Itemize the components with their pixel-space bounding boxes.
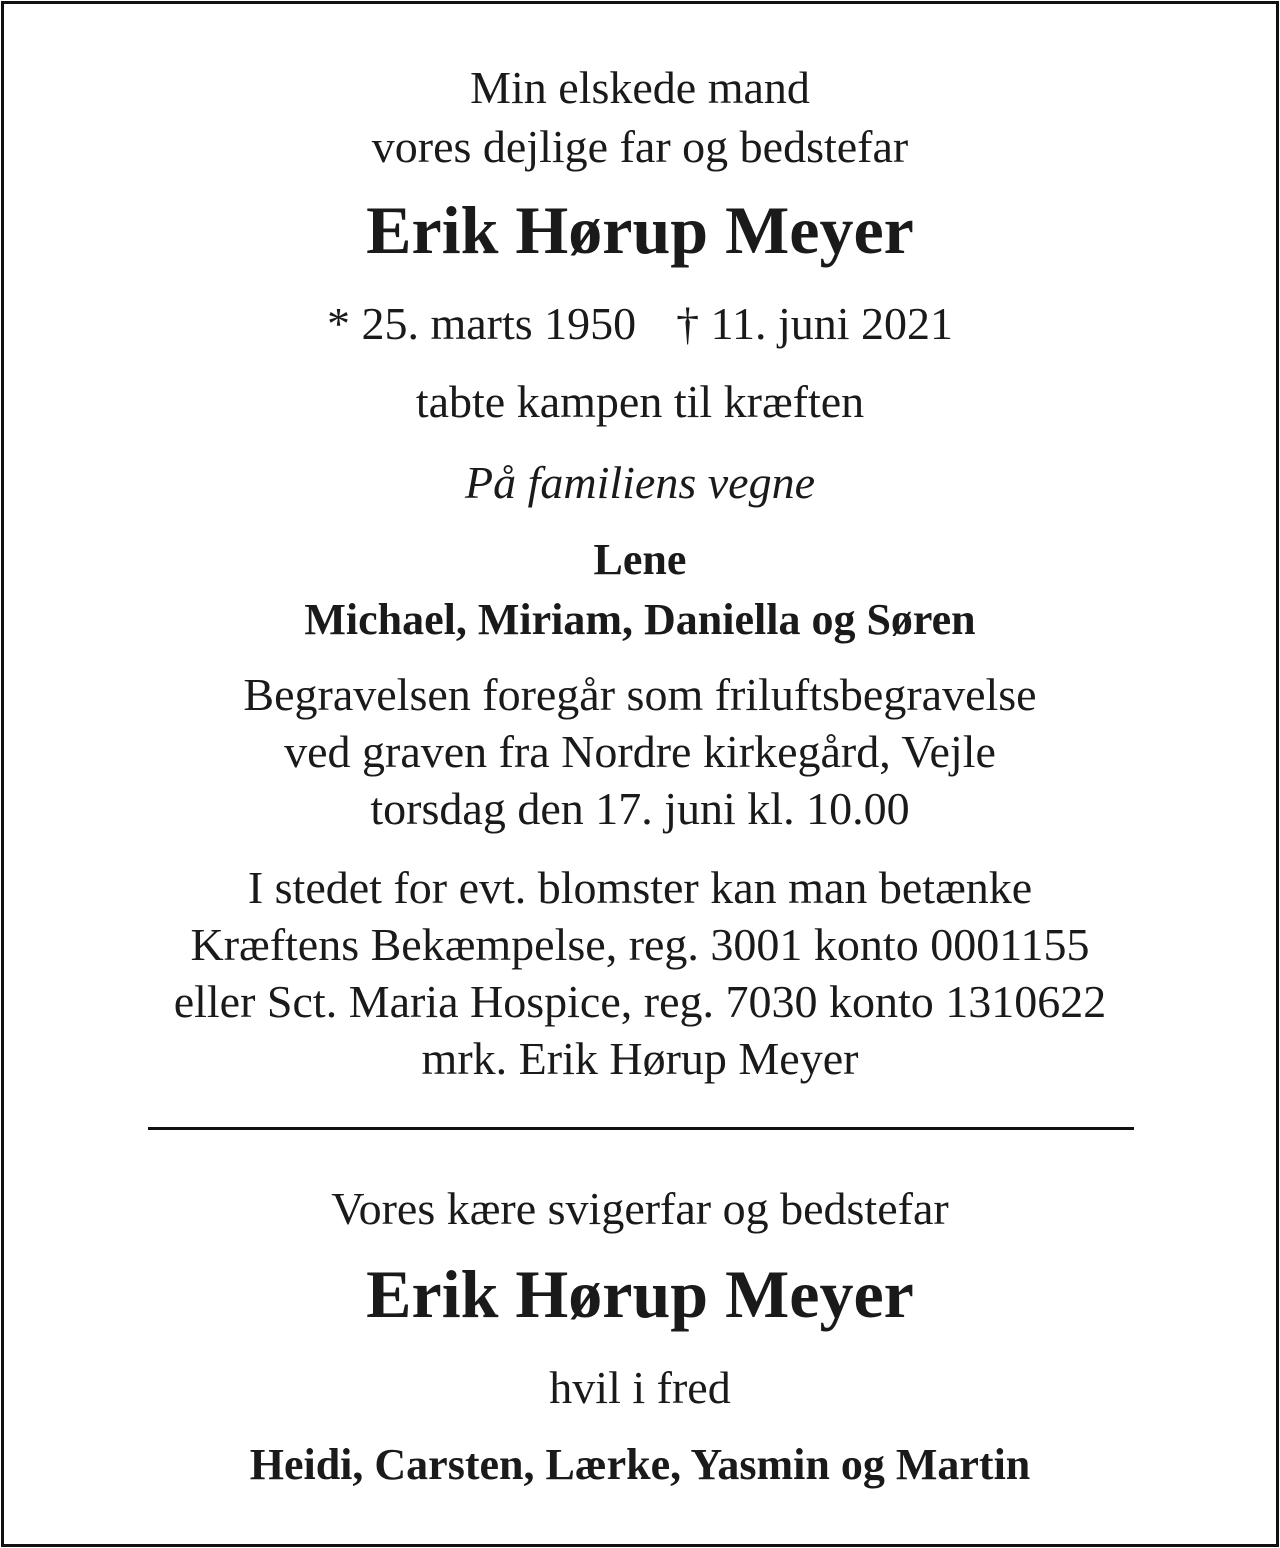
section-divider (148, 1127, 1134, 1130)
dates-row (4, 295, 1276, 353)
funeral-line-3: torsdag den 17. juni kl. 10.00 (370, 783, 910, 834)
second-intro: Vores kære svigerfar og bedstefar (331, 1183, 949, 1234)
second-family-line: Heidi, Carsten, Lærke, Yasmin og Martin (249, 1440, 1031, 1489)
cause-line: tabte kampen til kræften (415, 376, 865, 427)
funeral-line-1: Begravelsen foregår som friluftsbegravelse (243, 669, 1037, 720)
deceased-name: Erik Hørup Meyer (366, 192, 914, 268)
second-deceased-name: Erik Hørup Meyer (366, 1256, 914, 1332)
donation-line-4: mrk. Erik Hørup Meyer (421, 1033, 859, 1084)
funeral-line-2: ved graven fra Nordre kirkegård, Vejle (284, 726, 996, 777)
obituary-frame (1, 1, 1279, 1547)
obituary-ad (4, 4, 1276, 1544)
intro-line-2: vores dejlige far og bedstefar (371, 121, 909, 172)
rest-in-peace: hvil i fred (549, 1362, 731, 1413)
on-behalf-line: På familiens vegne (464, 457, 815, 508)
family-line-2: Michael, Miriam, Daniella og Søren (304, 595, 976, 644)
family-line-1: Lene (593, 535, 687, 584)
intro-line-1: Min elskede mand (470, 62, 810, 113)
death-date: † 11. juni 2021 (676, 298, 954, 349)
donation-line-1: I stedet for evt. blomster kan man betænke (247, 862, 1033, 913)
donation-line-2: Kræftens Bekæmpelse, reg. 3001 konto 0001155 (190, 919, 1090, 970)
donation-line-3: eller Sct. Maria Hospice, reg. 7030 konto 1310622 (173, 976, 1107, 1027)
birth-date: * 25. marts 1950 (326, 298, 637, 349)
